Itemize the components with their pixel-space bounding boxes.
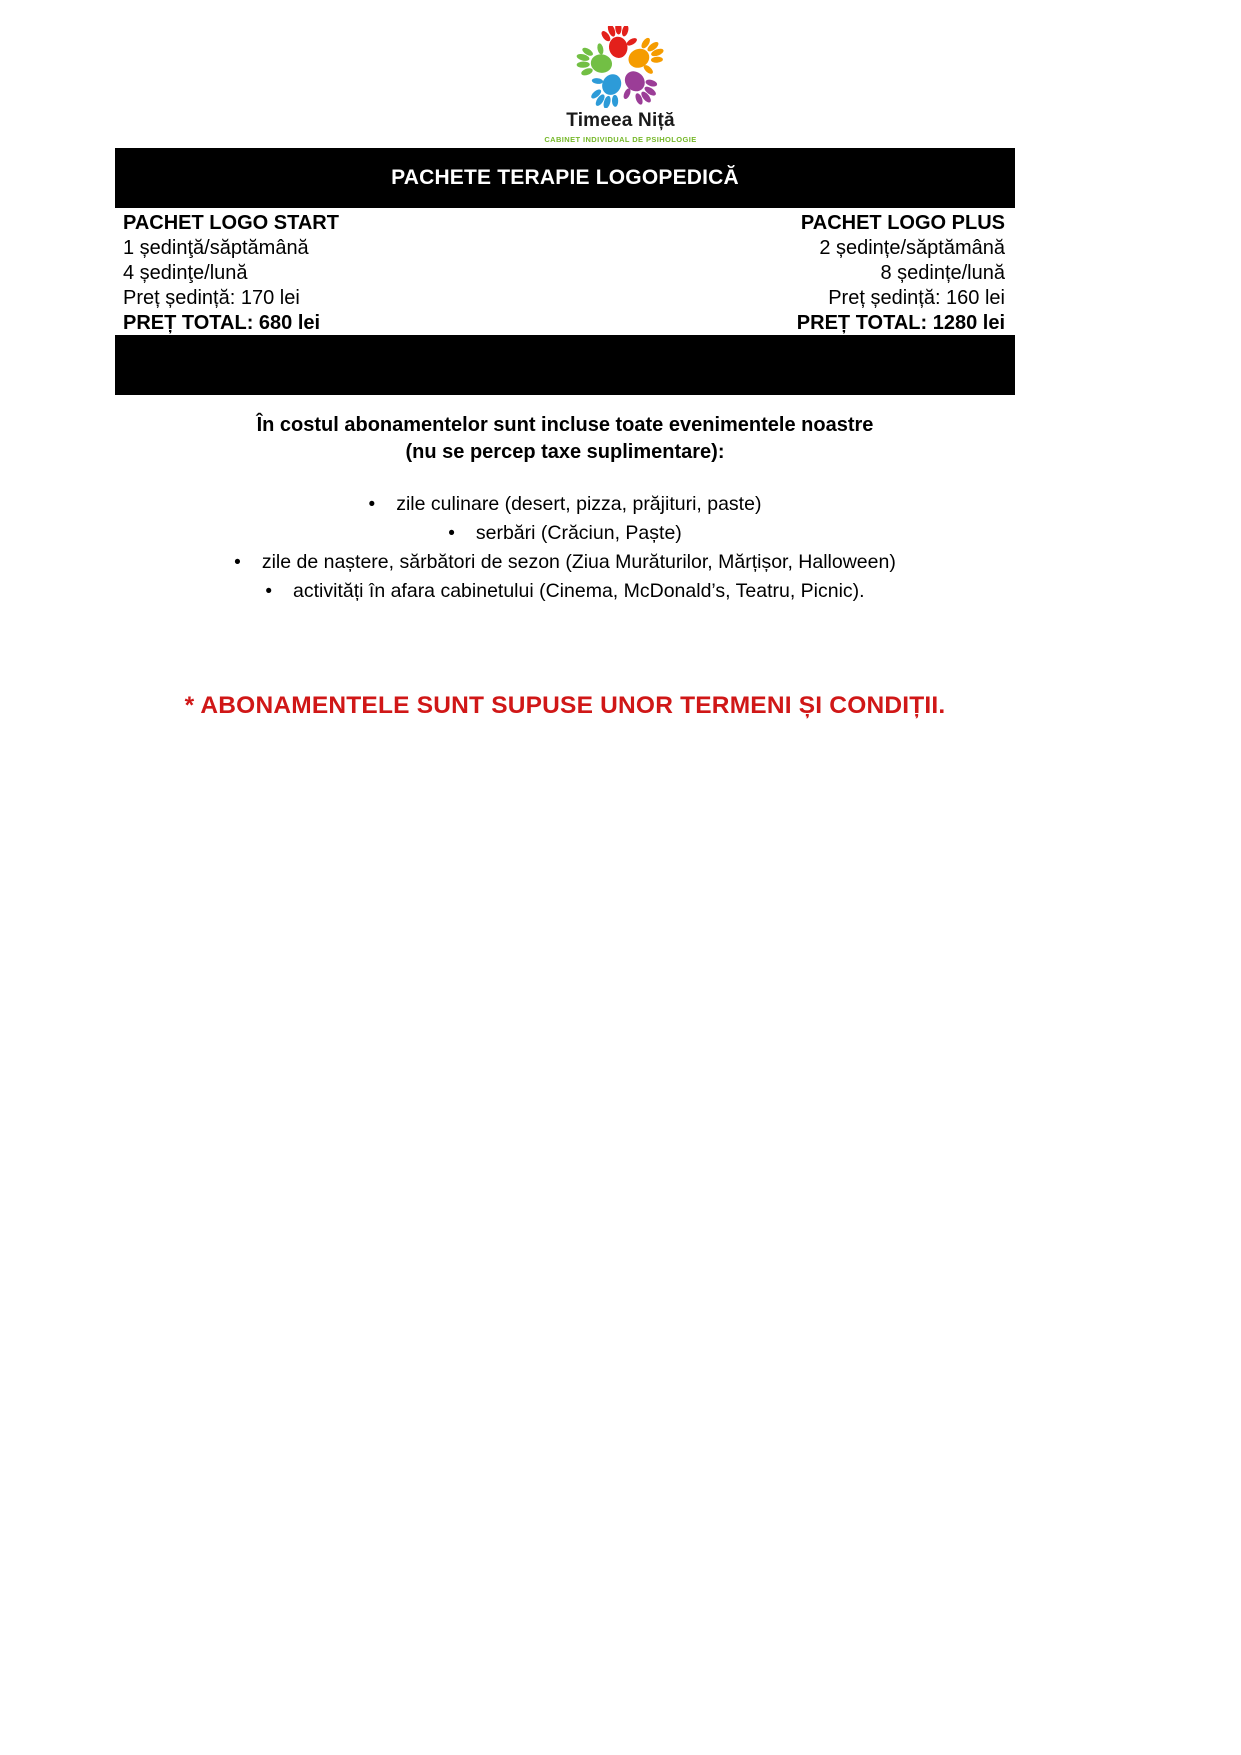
bullet-text: zile de naștere, sărbători de sezon (Ziua Murăturilor, Mărțișor, Halloween) (261, 551, 896, 573)
included-heading (115, 412, 1015, 466)
bullet-list (115, 490, 1015, 606)
package-line: 2 ședințe/săptămână (819, 237, 1005, 259)
package-logo-start (115, 211, 339, 336)
bullet-text: activități în afara cabinetului (Cinema, McDonald’s, Teatru, Picnic). (293, 580, 865, 602)
bullet-item (115, 548, 1015, 577)
bullet-icon: • (448, 523, 455, 544)
package-total: PREȚ TOTAL: 1280 lei (796, 312, 1005, 334)
logo-subtitle: CABINET INDIVIDUAL DE PSIHOLOGIE (544, 135, 697, 144)
title-banner (115, 148, 1015, 208)
package-line: 4 ședinţe/lună (123, 262, 248, 284)
included-heading-line1: În costul abonamentelor sunt incluse toate evenimentele noastre (256, 414, 874, 436)
package-title: PACHET LOGO START (123, 212, 339, 234)
clinic-logo (0, 26, 1241, 144)
package-line: Preț ședință: 160 lei (828, 287, 1005, 309)
package-line: Preț ședință: 170 lei (123, 287, 300, 309)
included-heading-line2: (nu se percep taxe suplimentare): (405, 441, 725, 463)
banner-title-text: PACHETE TERAPIE LOGOPEDICĂ (391, 166, 739, 189)
bullet-icon: • (234, 552, 241, 573)
bullet-item (115, 490, 1015, 519)
package-title: PACHET LOGO PLUS (800, 212, 1005, 234)
package-total: PREȚ TOTAL: 680 lei (123, 312, 321, 334)
package-logo-plus (797, 211, 1015, 336)
divider-banner (115, 335, 1015, 395)
package-columns (115, 211, 1015, 336)
bullet-item (115, 519, 1015, 548)
bullet-text: zile culinare (desert, pizza, prăjituri, paste) (396, 493, 762, 515)
bullet-icon: • (368, 494, 376, 515)
package-line: 1 ședinţă/săptămână (123, 237, 309, 259)
logo-name: Timeea Niță (566, 110, 675, 131)
colorful-hands-icon (575, 26, 667, 108)
package-line: 8 ședințe/lună (880, 262, 1005, 284)
bullet-text: serbări (Crăciun, Paște) (475, 522, 682, 544)
disclaimer-text: * ABONAMENTELE SUNT SUPUSE UNOR TERMENI ȘI CONDIȚII. (184, 692, 946, 719)
bullet-icon: • (265, 581, 273, 602)
bullet-item (115, 577, 1015, 606)
